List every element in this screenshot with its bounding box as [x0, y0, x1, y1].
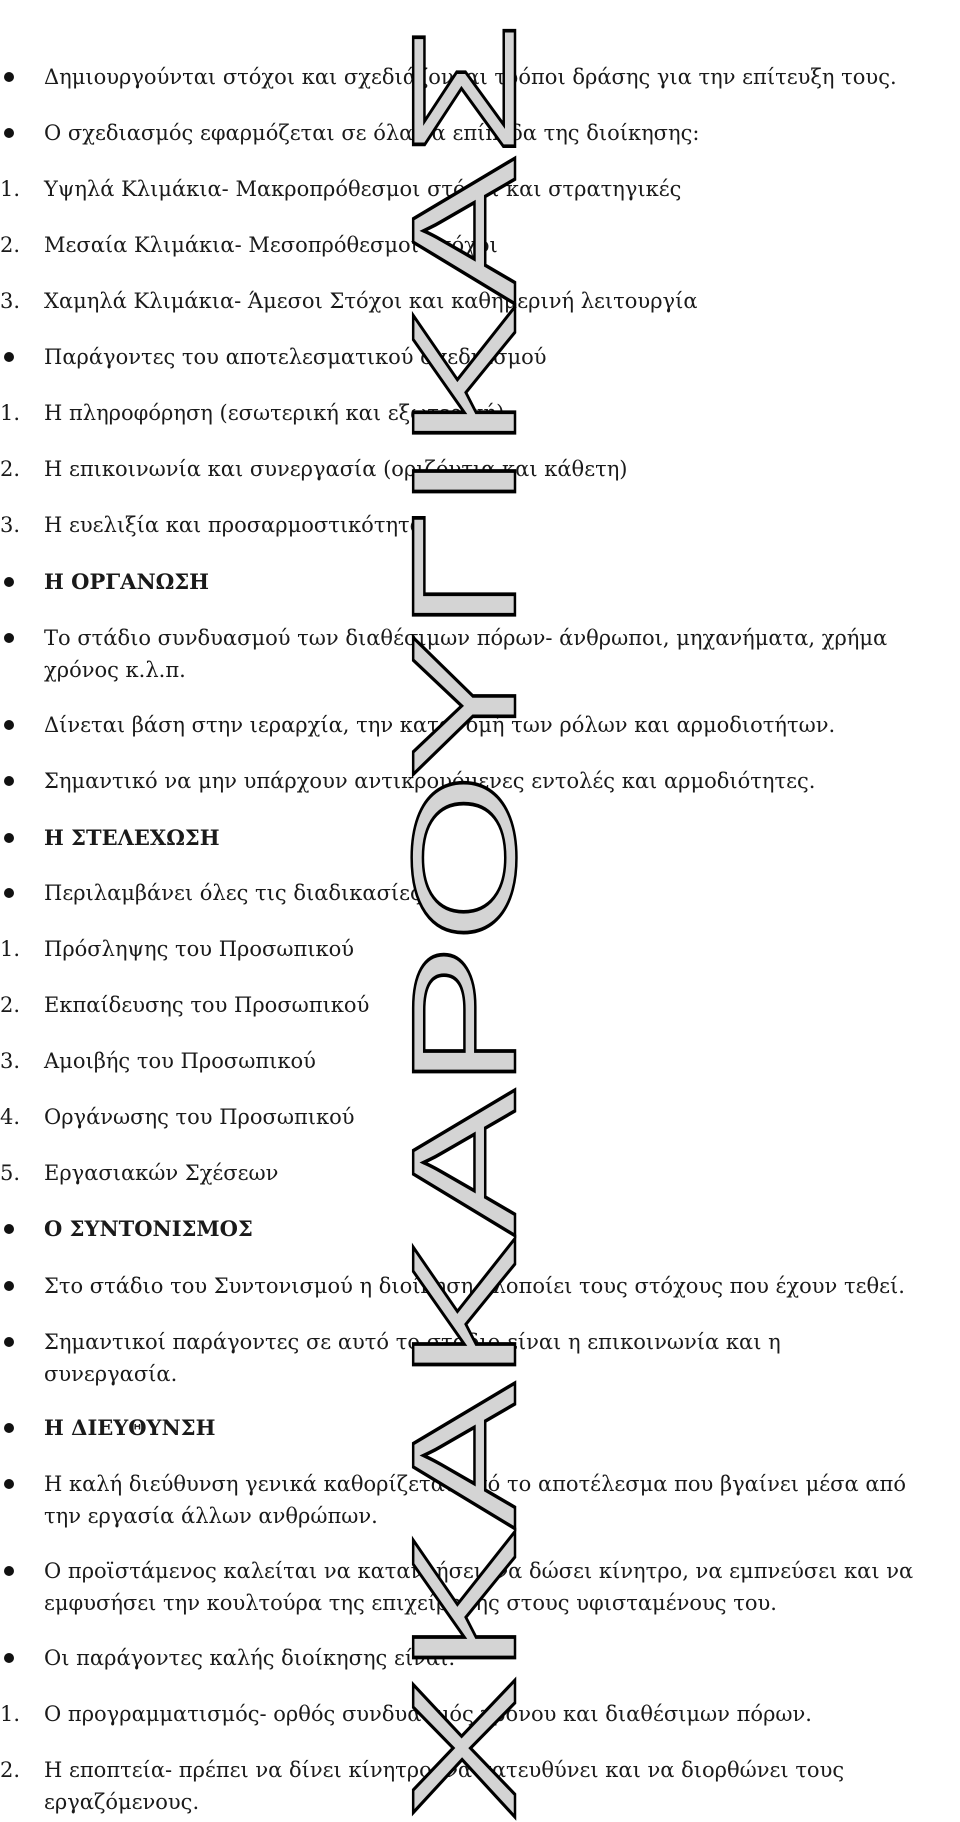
item-text: Η εποπτεία- πρέπει να δίνει κίνητρο, να κατευθύνει και να διορθώνει τους: [44, 1758, 845, 1782]
item-text: Οι παράγοντες καλής διοίκησης είναι:: [44, 1646, 456, 1670]
bullet-dot-icon: [4, 1224, 14, 1234]
bullet-dot-icon: [4, 352, 14, 362]
bullet-dot-icon: [4, 633, 14, 643]
bullet-icon: [0, 765, 40, 797]
list-number: [0, 453, 40, 485]
bullet-icon: [0, 1326, 40, 1358]
bullet-icon: [0, 1270, 40, 1302]
item-text: Πρόσληψης του Προσωπικού: [44, 937, 355, 961]
bullet-icon: [0, 1642, 40, 1674]
item-text: Εργασιακών Σχέσεων: [44, 1161, 279, 1185]
bullet-dot-icon: [4, 1566, 14, 1576]
item-text: Δημιουργούνται στόχοι και σχεδιάζονται τρόποι δράσης για την επίτευξη τους.: [44, 65, 897, 89]
section-heading: Η ΣΤΕΛΕΧΩΣΗ: [44, 825, 220, 850]
item-text: Η επικοινωνία και συνεργασία (οριζόντια και κάθετη): [44, 457, 628, 481]
bullet-dot-icon: [4, 1281, 14, 1291]
list-number: [0, 173, 40, 205]
item-text: Οργάνωσης του Προσωπικού: [44, 1105, 355, 1129]
item-text: Παράγοντες του αποτελεσματικού σχεδιασμού: [44, 345, 547, 369]
bullet-dot-icon: [4, 72, 14, 82]
item-text-continuation: εμφυσήσει την κουλτούρα της επιχείρησης στους υφισταμένους του.: [44, 1591, 777, 1615]
item-text: Ο προϊστάμενος καλείται να κατανοήσει, να δώσει κίνητρο, να εμπνεύσει και να: [44, 1559, 914, 1583]
section-heading: Ο ΣΥΝΤΟΝΙΣΜΟΣ: [44, 1216, 253, 1241]
list-number: [0, 509, 40, 541]
bullet-icon: [0, 566, 40, 598]
bullet-icon: [0, 877, 40, 909]
bullet-icon: [0, 1555, 40, 1587]
bullet-dot-icon: [4, 1479, 14, 1489]
item-text: Χαμηλά Κλιμάκια- Άμεσοι Στόχοι και καθημερινή λειτουργία: [44, 289, 698, 313]
bullet-icon: [0, 61, 40, 93]
list-number: [0, 1698, 40, 1730]
section-heading: Η ΟΡΓΑΝΩΣΗ: [44, 569, 210, 594]
item-text: Στο στάδιο του Συντονισμού η διοίκηση υλοποίει τους στόχους που έχουν τεθεί.: [44, 1274, 905, 1298]
bullet-dot-icon: [4, 1423, 14, 1433]
item-text: Σημαντικό να μην υπάρχουν αντικρουόμενες εντολές και αρμοδιότητες.: [44, 769, 816, 793]
item-text: Ο προγραμματισμός- ορθός συνδυασμός χρόνου και διαθέσιμων πόρων.: [44, 1702, 812, 1726]
list-number: [0, 1157, 40, 1189]
item-text: Το στάδιο συνδυασμού των διαθέσιμων πόρων- άνθρωποι, μηχανήματα, χρήμα: [44, 626, 888, 650]
item-text: Η πληροφόρηση (εσωτερική και εξωτερική): [44, 401, 505, 425]
item-text: Σημαντικοί παράγοντες σε αυτό το στάδιο είναι η επικοινωνία και η: [44, 1330, 781, 1354]
item-text-continuation: εργαζόμενους.: [44, 1790, 200, 1814]
item-text: Ο σχεδιασμός εφαρμόζεται σε όλα τα επίπεδα της διοίκησης:: [44, 121, 700, 145]
item-text: Η καλή διεύθυνση γενικά καθορίζεται από το αποτέλεσμα που βγαίνει μέσα από: [44, 1472, 906, 1496]
bullet-icon: [0, 1412, 40, 1444]
list-number-text: 1.: [0, 401, 21, 425]
list-number: [0, 989, 40, 1021]
list-number-text: 2.: [0, 233, 21, 257]
list-number-text: 4.: [0, 1105, 21, 1129]
item-text: Αμοιβής του Προσωπικού: [44, 1049, 316, 1073]
bullet-icon: [0, 117, 40, 149]
bullet-icon: [0, 341, 40, 373]
bullet-dot-icon: [4, 1653, 14, 1663]
item-text-continuation: συνεργασία.: [44, 1362, 178, 1386]
item-text-continuation: την εργασία άλλων ανθρώπων.: [44, 1504, 378, 1528]
item-text-continuation: χρόνος κ.λ.π.: [44, 658, 186, 682]
item-text: Μεσαία Κλιμάκια- Μεσοπρόθεσμοι στόχοι: [44, 233, 498, 257]
item-text: Η ευελιξία και προσαρμοστικότητα: [44, 513, 424, 537]
list-number-text: 5.: [0, 1161, 21, 1185]
item-text: Δίνεται βάση στην ιεραρχία, την κατανομή των ρόλων και αρμοδιοτήτων.: [44, 713, 836, 737]
list-number: [0, 397, 40, 429]
list-number: [0, 933, 40, 965]
list-number-text: 2.: [0, 993, 21, 1017]
list-number: [0, 285, 40, 317]
watermark-text: ΧΚΑΚΑΡΟΥΓΙΚΑΣ: [382, 609, 547, 1822]
bullet-dot-icon: [4, 577, 14, 587]
item-text: Περιλαμβάνει όλες τις διαδικασίες:: [44, 881, 429, 905]
list-number-text: 2.: [0, 1758, 21, 1782]
list-number: [0, 1754, 40, 1786]
bullet-dot-icon: [4, 833, 14, 843]
bullet-icon: [0, 622, 40, 654]
list-number-text: 3.: [0, 289, 21, 313]
list-number-text: 1.: [0, 177, 21, 201]
bullet-icon: [0, 709, 40, 741]
list-number: [0, 1045, 40, 1077]
list-number: [0, 1101, 40, 1133]
bullet-dot-icon: [4, 128, 14, 138]
list-number-text: 1.: [0, 937, 21, 961]
item-text: Εκπαίδευσης του Προσωπικού: [44, 993, 370, 1017]
bullet-dot-icon: [4, 888, 14, 898]
list-number-text: 1.: [0, 1702, 21, 1726]
bullet-dot-icon: [4, 1337, 14, 1347]
bullet-icon: [0, 822, 40, 854]
bullet-icon: [0, 1468, 40, 1500]
list-number: [0, 229, 40, 261]
bullet-dot-icon: [4, 720, 14, 730]
section-heading: Η ΔΙΕΥΘΥΝΣΗ: [44, 1415, 216, 1440]
list-number-text: 3.: [0, 513, 21, 537]
bullet-icon: [0, 1213, 40, 1245]
bullet-dot-icon: [4, 776, 14, 786]
list-number-text: 3.: [0, 1049, 21, 1073]
list-number-text: 2.: [0, 457, 21, 481]
item-text: Υψηλά Κλιμάκια- Μακροπρόθεσμοι στόχοι και στρατηγικές: [44, 177, 682, 201]
